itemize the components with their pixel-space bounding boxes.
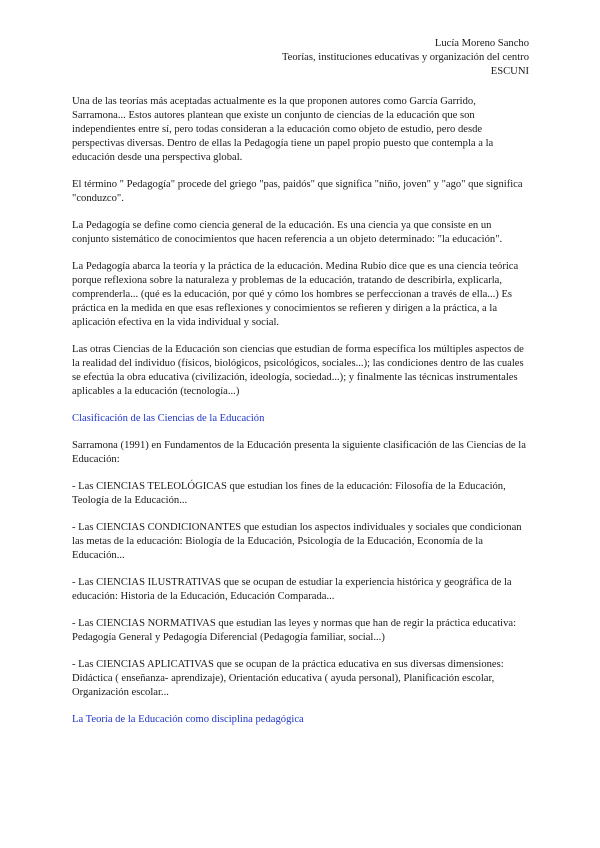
document-body bbox=[72, 95, 530, 740]
header-school: ESCUNI bbox=[490, 66, 529, 77]
header-subject: Teorías, instituciones educativas y organización del centro bbox=[281, 52, 529, 63]
section-heading-classification: Clasificación de las Ciencias de la Educación bbox=[72, 413, 265, 424]
paragraph-intro: Una de las teorías más aceptadas actualmente es la que proponen autores como García Garrido, Sarramona... Estos autores plantean que existe un conjunto de ciencias de la educación que son independientes entre sí, pero todas consideran a la educación como objeto de estudio, pero desde perspectivas diversas. Dentro de ellas la Pedagogía tiene un papel propio puesto que contempla a la educación desde una perspectiva global. bbox=[72, 96, 494, 163]
list-item-condicionantes: - Las CIENCIAS CONDICIONANTES que estudian los aspectos individuales y sociales que condicionan las metas de la educación: Biología de la Educación, Psicología de la Educación, Economía de la Educación... bbox=[72, 522, 522, 561]
paragraph-sarramona: Sarramona (1991) en Fundamentos de la Educación presenta la siguiente clasificación de las Ciencias de la Educación: bbox=[72, 440, 526, 465]
paragraph-theory-practice: La Pedagogía abarca la teoría y la práctica de la educación. Medina Rubio dice que es una ciencia teórica porque reflexiona sobre la naturaleza y problemas de la educación, tratando de describirla, explicarla, comprenderla... (qué es la educación, por qué y cómo los hombres se perfeccionan a través de ella...) Es práctica en la medida en que esas reflexiones y conocimientos se refieren y dirigen a la práctica, a la aplicación efectiva en la vida individual y social. bbox=[72, 261, 519, 328]
section-heading-teoria: La Teoría de la Educación como disciplina pedagógica bbox=[72, 714, 304, 725]
list-item-teleologicas: - Las CIENCIAS TELEOLÓGICAS que estudian los fines de la educación: Filosofía de la Educación, Teología de la Educación... bbox=[72, 481, 506, 506]
list-item-aplicativas: - Las CIENCIAS APLICATIVAS que se ocupan de la práctica educativa en sus diversas dimensiones: Didáctica ( enseñanza- aprendizaje), Orientación educativa ( ayuda personal), Planificación escolar, Organización escolar... bbox=[72, 659, 504, 698]
page-header bbox=[282, 37, 529, 79]
header-author: Lucía Moreno Sancho bbox=[434, 38, 529, 49]
list-item-normativas: - Las CIENCIAS NORMATIVAS que estudian las leyes y normas que han de regir la práctica educativa: Pedagogía General y Pedagogía Diferencial (Pedagogía familiar, social...) bbox=[72, 618, 517, 643]
paragraph-etymology: El término " Pedagogía" procede del griego "pas, paidós" que significa "niño, joven" y "ago" que significa "conduzco". bbox=[72, 179, 523, 204]
paragraph-definition: La Pedagogía se define como ciencia general de la educación. Es una ciencia ya que consiste en un conjunto sistemático de conocimientos que hacen referencia a un objeto determinado: "la educación". bbox=[72, 220, 503, 245]
list-item-ilustrativas: - Las CIENCIAS ILUSTRATIVAS que se ocupan de estudiar la experiencia histórica y geográfica de la educación: Historia de la Educación, Educación Comparada... bbox=[72, 577, 512, 602]
paragraph-other-sciences: Las otras Ciencias de la Educación son ciencias que estudian de forma específica los múltiples aspectos de la realidad del individuo (físicos, biológicos, psicológicos, sociales...); las condiciones dentro de las cuales se efectúa la obra educativa (civilización, ideología, sociedad...); y finalmente las técnicas instrumentales aplicables a la educación (tecnología...) bbox=[72, 344, 524, 397]
